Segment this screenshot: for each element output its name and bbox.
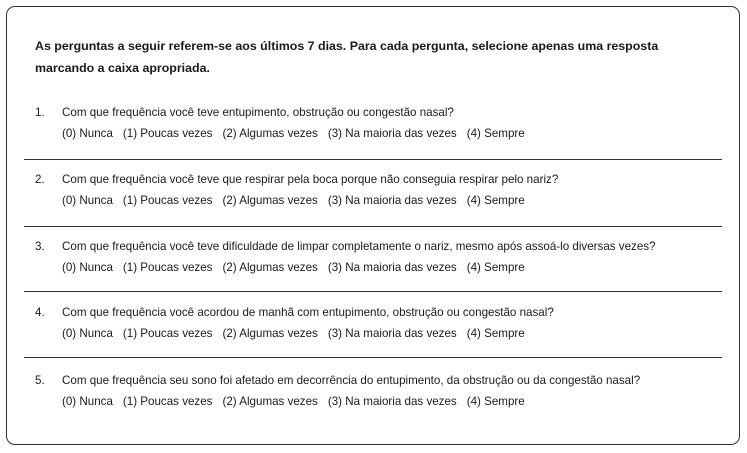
option-na-maioria-das-vezes[interactable]: (3) Na maioria das vezes [327, 127, 457, 140]
divider [24, 357, 722, 358]
question-text: Com que frequência você teve dificuldade de limpar completamente o nariz, mesmo após assoá-lo diversas vezes? [62, 240, 656, 253]
instructions-line-2: marcando a caixa apropriada. [35, 61, 210, 75]
option-sempre[interactable]: (4) Sempre [466, 261, 525, 274]
option-poucas-vezes[interactable]: (1) Poucas vezes [122, 327, 213, 340]
question-text: Com que frequência você teve entupimento, obstrução ou congestão nasal? [62, 106, 454, 119]
question-text: Com que frequência seu sono foi afetado em decorrência do entupimento, da obstrução ou da congestão nasal? [62, 374, 641, 387]
answer-options [62, 327, 525, 341]
option-sempre[interactable]: (4) Sempre [466, 194, 525, 207]
question-number: 5. [35, 374, 45, 387]
option-nunca[interactable]: (0) Nunca [62, 395, 113, 408]
option-nunca[interactable]: (0) Nunca [62, 327, 113, 340]
divider [24, 291, 722, 292]
instructions-line-1: As perguntas a seguir referem-se aos últimos 7 dias. Para cada pergunta, selecione apenas uma resposta [35, 39, 659, 53]
question-number: 2. [35, 173, 45, 186]
option-nunca[interactable]: (0) Nunca [62, 194, 113, 207]
option-algumas-vezes[interactable]: (2) Algumas vezes [222, 395, 318, 408]
question-text: Com que frequência você acordou de manhã com entupimento, obstrução ou congestão nasal? [62, 306, 554, 319]
option-algumas-vezes[interactable]: (2) Algumas vezes [222, 327, 318, 340]
option-poucas-vezes[interactable]: (1) Poucas vezes [122, 194, 213, 207]
option-algumas-vezes[interactable]: (2) Algumas vezes [222, 261, 318, 274]
question-text: Com que frequência você teve que respirar pela boca porque não conseguia respirar pelo nariz? [62, 173, 559, 186]
option-poucas-vezes[interactable]: (1) Poucas vezes [122, 395, 213, 408]
question-1 [0, 106, 747, 146]
option-poucas-vezes[interactable]: (1) Poucas vezes [122, 261, 213, 274]
option-nunca[interactable]: (0) Nunca [62, 127, 113, 140]
instructions [35, 35, 715, 79]
option-na-maioria-das-vezes[interactable]: (3) Na maioria das vezes [327, 395, 457, 408]
answer-options [62, 395, 525, 409]
option-algumas-vezes[interactable]: (2) Algumas vezes [222, 194, 318, 207]
question-3 [0, 240, 747, 280]
question-2 [0, 173, 747, 213]
option-nunca[interactable]: (0) Nunca [62, 261, 113, 274]
option-algumas-vezes[interactable]: (2) Algumas vezes [222, 127, 318, 140]
question-4 [0, 306, 747, 346]
option-na-maioria-das-vezes[interactable]: (3) Na maioria das vezes [327, 327, 457, 340]
answer-options [62, 194, 525, 208]
option-na-maioria-das-vezes[interactable]: (3) Na maioria das vezes [327, 194, 457, 207]
question-number: 1. [35, 106, 45, 119]
divider [24, 159, 722, 160]
option-poucas-vezes[interactable]: (1) Poucas vezes [122, 127, 213, 140]
question-number: 4. [35, 306, 45, 319]
option-na-maioria-das-vezes[interactable]: (3) Na maioria das vezes [327, 261, 457, 274]
answer-options [62, 127, 525, 141]
option-sempre[interactable]: (4) Sempre [466, 327, 525, 340]
divider [24, 226, 722, 227]
question-number: 3. [35, 240, 45, 253]
question-5 [0, 374, 747, 414]
answer-options [62, 261, 525, 275]
option-sempre[interactable]: (4) Sempre [466, 127, 525, 140]
option-sempre[interactable]: (4) Sempre [466, 395, 525, 408]
